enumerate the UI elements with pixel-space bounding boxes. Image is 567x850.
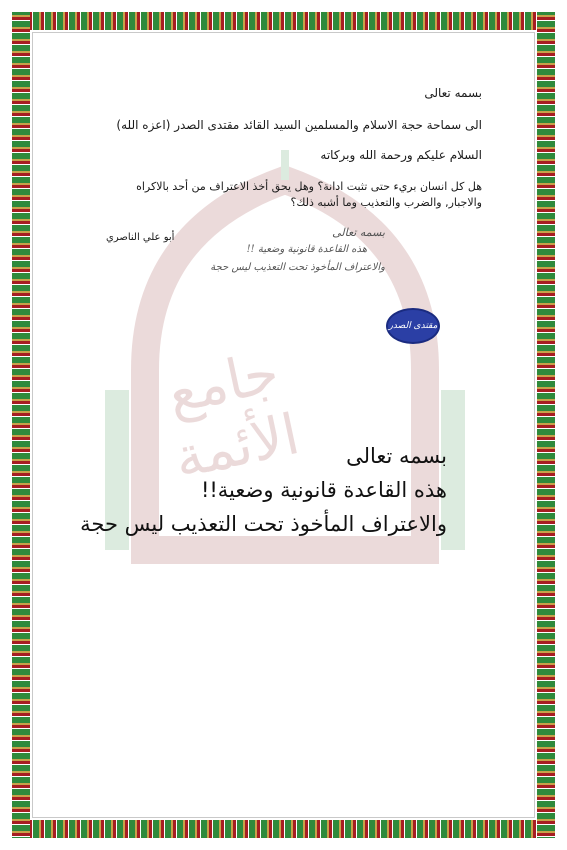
handwritten-line1: بسمه تعالى (332, 226, 385, 239)
watermark-logo-text: جامع الأئمة (161, 339, 305, 492)
letter-question-line2: والاجبار, والضرب والتعذيب وما أشبه ذلك؟ (290, 196, 482, 209)
border-right (537, 12, 555, 838)
letter-salutation: بسمه تعالى (424, 86, 482, 100)
letter-question-line1: هل كل انسان بريء حتى تثبت ادانة؟ وهل يحق أخذ الاعتراف من أحد بالاكراه (136, 180, 482, 193)
letter-signature: أبو علي الناصري (106, 232, 175, 243)
border-top (12, 12, 555, 30)
border-bottom (12, 820, 555, 838)
seal-stamp (386, 308, 440, 344)
answer-line1: بسمه تعالى (346, 444, 447, 468)
answer-line3: والاعتراف المأخوذ تحت التعذيب ليس حجة (80, 512, 447, 536)
handwritten-line3: والاعتراف المأخوذ تحت التعذيب ليس حجة (210, 262, 385, 273)
seal-stamp-text: مقتدى الصدر (388, 321, 438, 331)
letter-greeting: السلام عليكم ورحمة الله وبركاته (320, 148, 482, 162)
answer-line2: هذه القاعدة قانونية وضعية!! (200, 478, 447, 502)
letter-addressee: الى سماحة حجة الاسلام والمسلمين السيد القائد مقتدى الصدر (اعزه الله) (116, 118, 482, 132)
border-left (12, 12, 30, 838)
handwritten-line2: هذه القاعدة قانونية وضعية !! (246, 244, 367, 255)
